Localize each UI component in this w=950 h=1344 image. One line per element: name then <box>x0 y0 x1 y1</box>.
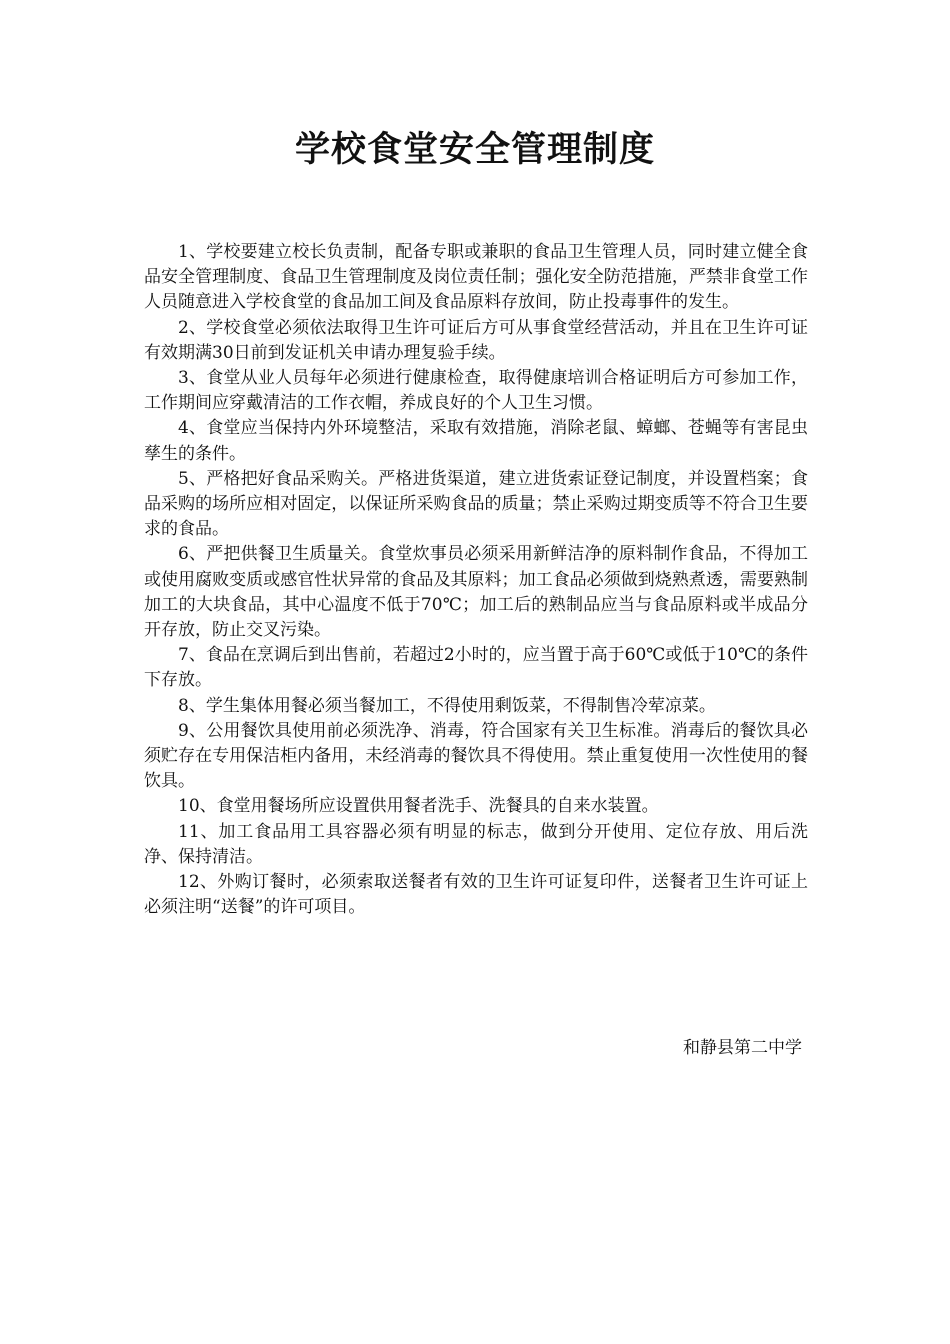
regulation-item-7: 7、食品在烹调后到出售前，若超过2小时的，应当置于高于60℃或低于10℃的条件下存放。 <box>144 645 808 691</box>
regulation-item-1: 1、学校要建立校长负责制，配备专职或兼职的食品卫生管理人员，同时建立健全食品安全管理制度、食品卫生管理制度及岗位责任制；强化安全防范措施，严禁非食堂工作人员随意进入学校食堂的食品加工间及食品原料存放间，防止投毒事件的发生。 <box>144 242 808 313</box>
regulation-item-2: 2、学校食堂必须依法取得卫生许可证后方可从事食堂经营活动，并且在卫生许可证有效期满30日前到发证机关申请办理复验手续。 <box>144 317 808 363</box>
regulation-body <box>144 240 808 920</box>
school-signature: 和静县第二中学 <box>683 1038 802 1058</box>
regulation-item-5: 5、严格把好食品采购关。严格进货渠道，建立进货索证登记制度，并设置档案；食品采购的场所应相对固定，以保证所采购食品的质量；禁止采购过期变质等不符合卫生要求的食品。 <box>144 468 808 540</box>
regulation-item-6: 6、严把供餐卫生质量关。食堂炊事员必须采用新鲜洁净的原料制作食品，不得加工或使用腐败变质或感官性状异常的食品及其原料；加工食品必须做到烧熟煮透，需要熟制加工的大块食品，其中心温度不低于70℃；加工后的熟制品应当与食品原料或半成品分开存放，防止交叉污染。 <box>144 544 808 641</box>
regulation-item-4: 4、食堂应当保持内外环境整洁，采取有效措施，消除老鼠、蟑螂、苍蝇等有害昆虫孳生的条件。 <box>144 418 808 464</box>
regulation-item-3: 3、食堂从业人员每年必须进行健康检查，取得健康培训合格证明后方可参加工作，工作期间应穿戴清洁的工作衣帽，养成良好的个人卫生习惯。 <box>144 368 808 414</box>
regulation-item-9: 9、公用餐饮具使用前必须洗净、消毒，符合国家有关卫生标准。消毒后的餐饮具必须贮存在专用保洁柜内备用，未经消毒的餐饮具不得使用。禁止重复使用一次性使用的餐饮具。 <box>144 720 808 792</box>
document-title: 学校食堂安全管理制度 <box>294 130 655 170</box>
regulation-item-11: 11、加工食品用工具容器必须有明显的标志，做到分开使用、定位存放、用后洗净、保持清洁。 <box>144 821 808 867</box>
regulation-item-10: 10、食堂用餐场所应设置供用餐者洗手、洗餐具的自来水装置。 <box>178 796 659 817</box>
regulation-item-8: 8、学生集体用餐必须当餐加工，不得使用剩饭菜，不得制售冷荤凉菜。 <box>178 695 716 716</box>
regulation-item-12: 12、外购订餐时，必须索取送餐者有效的卫生许可证复印件，送餐者卫生许可证上必须注明“送餐”的许可项目。 <box>144 872 808 918</box>
